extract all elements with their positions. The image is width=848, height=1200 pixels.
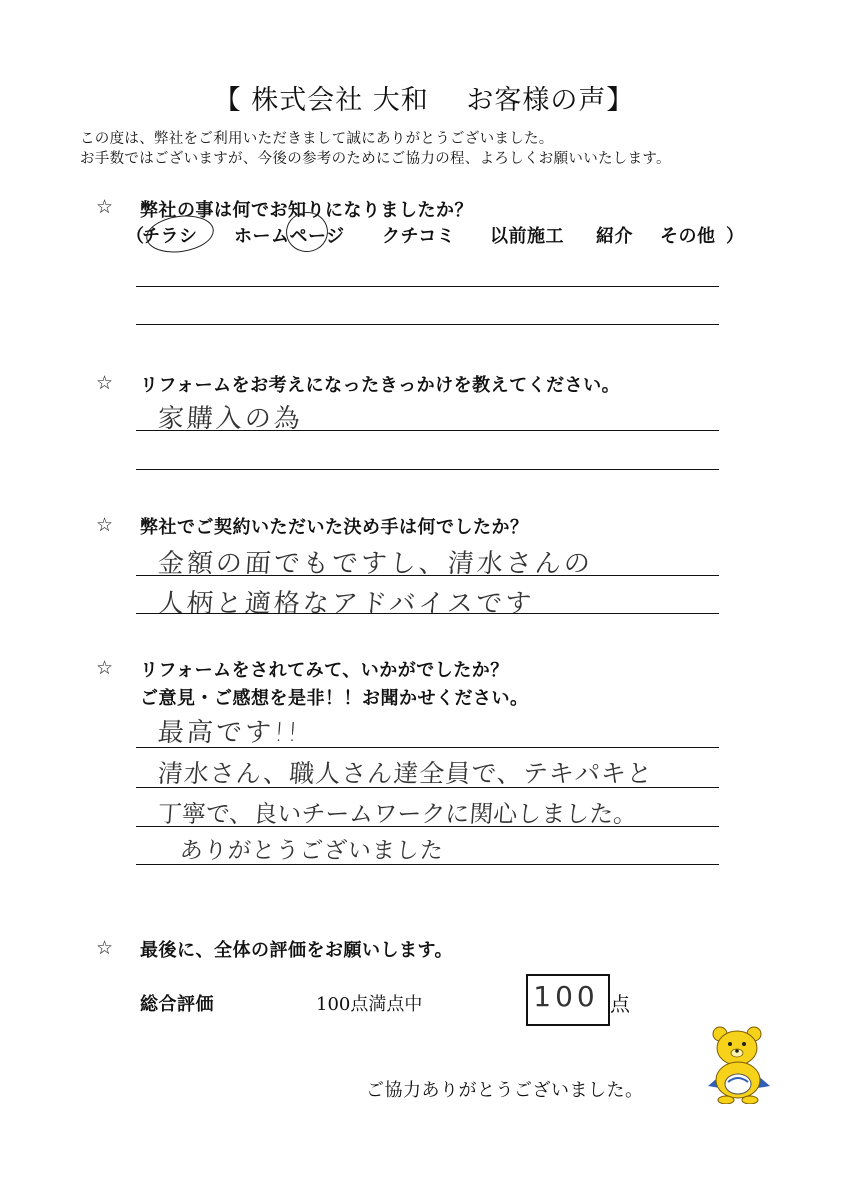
score-value: 100 — [533, 980, 599, 1013]
answer-4-line-1: 最高です!! — [156, 718, 302, 748]
question-1: 弊社の事は何でお知りになりましたか？ — [140, 200, 473, 221]
footer-thanks: ご協力ありがとうございました。 — [366, 1080, 644, 1101]
star-icon: ☆ — [96, 514, 114, 536]
answer-line — [136, 324, 719, 325]
star-icon: ☆ — [96, 657, 114, 679]
answer-line — [136, 469, 719, 470]
page-title: 【 株式会社 大和 お客様の声】 — [213, 85, 635, 116]
answer-4-line-2: 清水さん、職人さん達全員で、テキパキと — [156, 759, 654, 788]
option-referral: 紹介 — [596, 226, 633, 247]
options-open-paren: （ — [126, 226, 145, 247]
rating-scale: 100点満点中 — [316, 994, 423, 1015]
option-homepage: ホームページ — [234, 226, 345, 247]
answer-line — [136, 430, 719, 431]
option-flyer: チラシ — [142, 226, 198, 247]
option-word-of-mouth: クチコミ — [382, 226, 456, 247]
star-icon: ☆ — [96, 372, 114, 394]
answer-3-line-1: 金額の面でもですし、清水さんの — [156, 549, 594, 579]
answer-3-line-2: 人柄と適格なアドバイスです — [156, 589, 536, 619]
answer-2-line-1: 家購入の為 — [156, 404, 304, 434]
answer-4-line-4: ありがとうございました — [178, 838, 445, 864]
question-4: リフォームをされてみて、いかがでしたか？ — [140, 660, 509, 681]
answer-line — [136, 286, 719, 287]
answer-line — [136, 864, 719, 865]
answer-line — [136, 747, 719, 748]
answer-line — [136, 613, 719, 614]
bear-mascot-icon — [704, 1024, 774, 1104]
intro-line-1: この度は、弊社をご利用いただきまして誠にありがとうございました。 — [80, 131, 554, 147]
star-icon: ☆ — [96, 196, 114, 218]
option-other: その他 — [660, 226, 716, 247]
option-previous-work: 以前施工 — [490, 226, 564, 247]
intro-line-2: お手数ではございますが、今後の参考のためにご協力の程、よろしくお願いいたします。 — [80, 151, 671, 167]
question-2: リフォームをお考えになったきっかけを教えてください。 — [140, 375, 621, 396]
options-close-paren: ） — [726, 226, 745, 247]
answer-line — [136, 575, 719, 576]
answer-line — [136, 826, 719, 827]
answer-4-line-3: 丁寧で、良いチームワークに関心しました。 — [156, 800, 639, 828]
question-4-sub: ご意見・ご感想を是非！！お聞かせください。 — [140, 688, 529, 709]
question-5: 最後に、全体の評価をお願いします。 — [140, 940, 454, 961]
answer-line — [136, 787, 719, 788]
star-icon: ☆ — [96, 937, 114, 959]
overall-rating-label: 総合評価 — [140, 994, 214, 1015]
question-3: 弊社でご契約いただいた決め手は何でしたか？ — [140, 517, 529, 538]
score-unit: 点 — [610, 992, 630, 1016]
